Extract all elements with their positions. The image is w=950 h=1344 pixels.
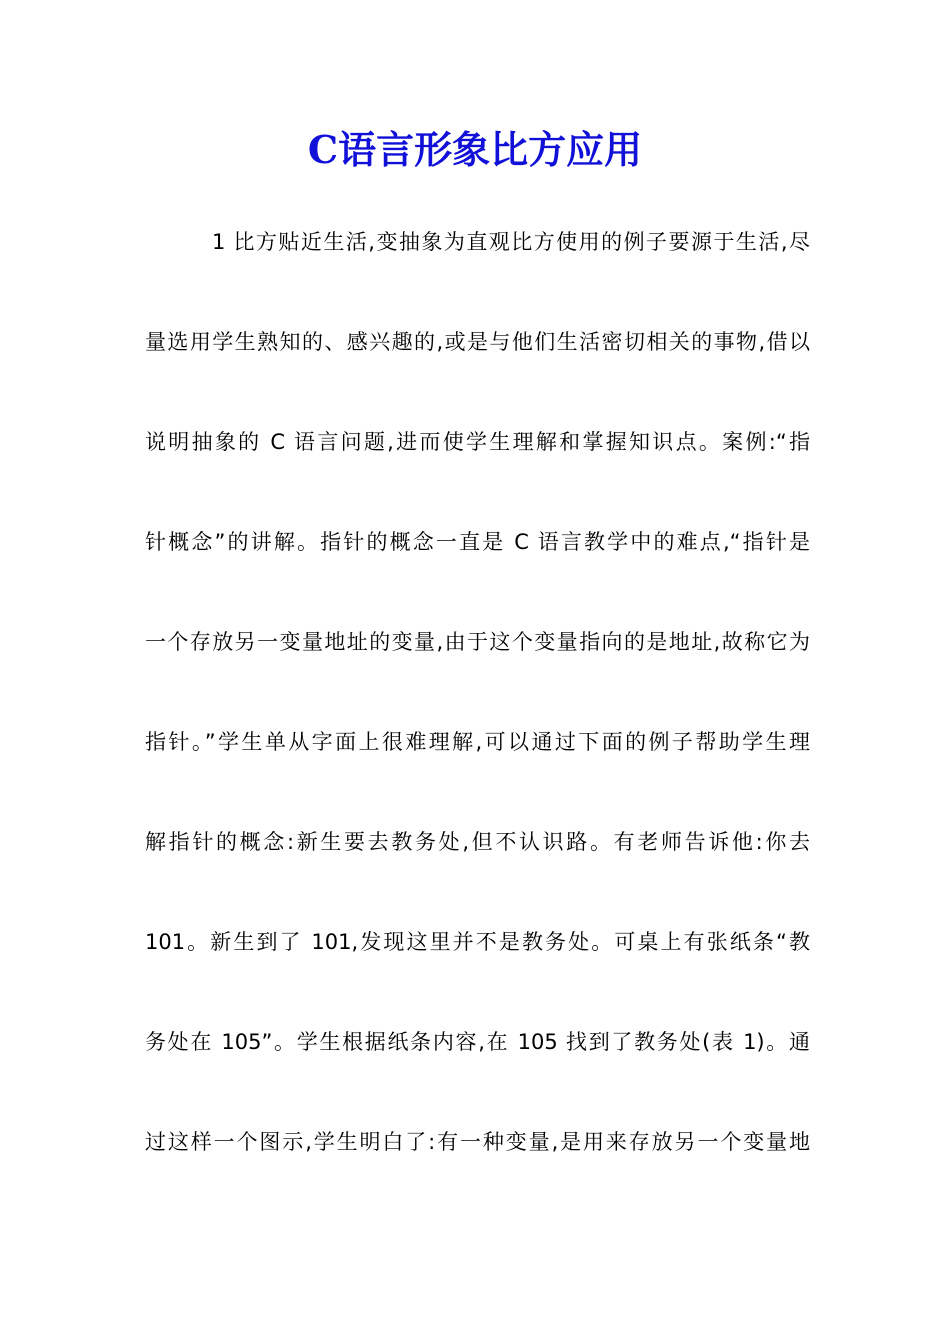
body-line-1: 1 比方贴近生活,变抽象为直观比方使用的例子要源于生活,尽 xyxy=(212,230,810,254)
body-line-4: 针概念”的讲解。指针的概念一直是 C 语言教学中的难点,“指针是 xyxy=(145,530,810,554)
document-title: C语言形象比方应用 xyxy=(307,127,643,172)
body-paragraph xyxy=(145,222,810,1222)
body-line-6: 指针。”学生单从字面上很难理解,可以通过下面的例子帮助学生理 xyxy=(145,730,810,754)
body-line-5: 一个存放另一变量地址的变量,由于这个变量指向的是地址,故称它为 xyxy=(145,630,810,654)
body-line-9: 务处在 105”。学生根据纸条内容,在 105 找到了教务处(表 1)。通 xyxy=(145,1030,810,1054)
body-line-2: 量选用学生熟知的、感兴趣的,或是与他们生活密切相关的事物,借以 xyxy=(145,330,810,354)
body-line-10: 过这样一个图示,学生明白了:有一种变量,是用来存放另一个变量地 xyxy=(145,1130,810,1154)
body-line-7: 解指针的概念:新生要去教务处,但不认识路。有老师告诉他:你去 xyxy=(145,830,810,854)
body-line-3: 说明抽象的 C 语言问题,进而使学生理解和掌握知识点。案例:“指 xyxy=(145,430,810,454)
body-line-8: 101。新生到了 101,发现这里并不是教务处。可桌上有张纸条“教 xyxy=(145,930,810,954)
